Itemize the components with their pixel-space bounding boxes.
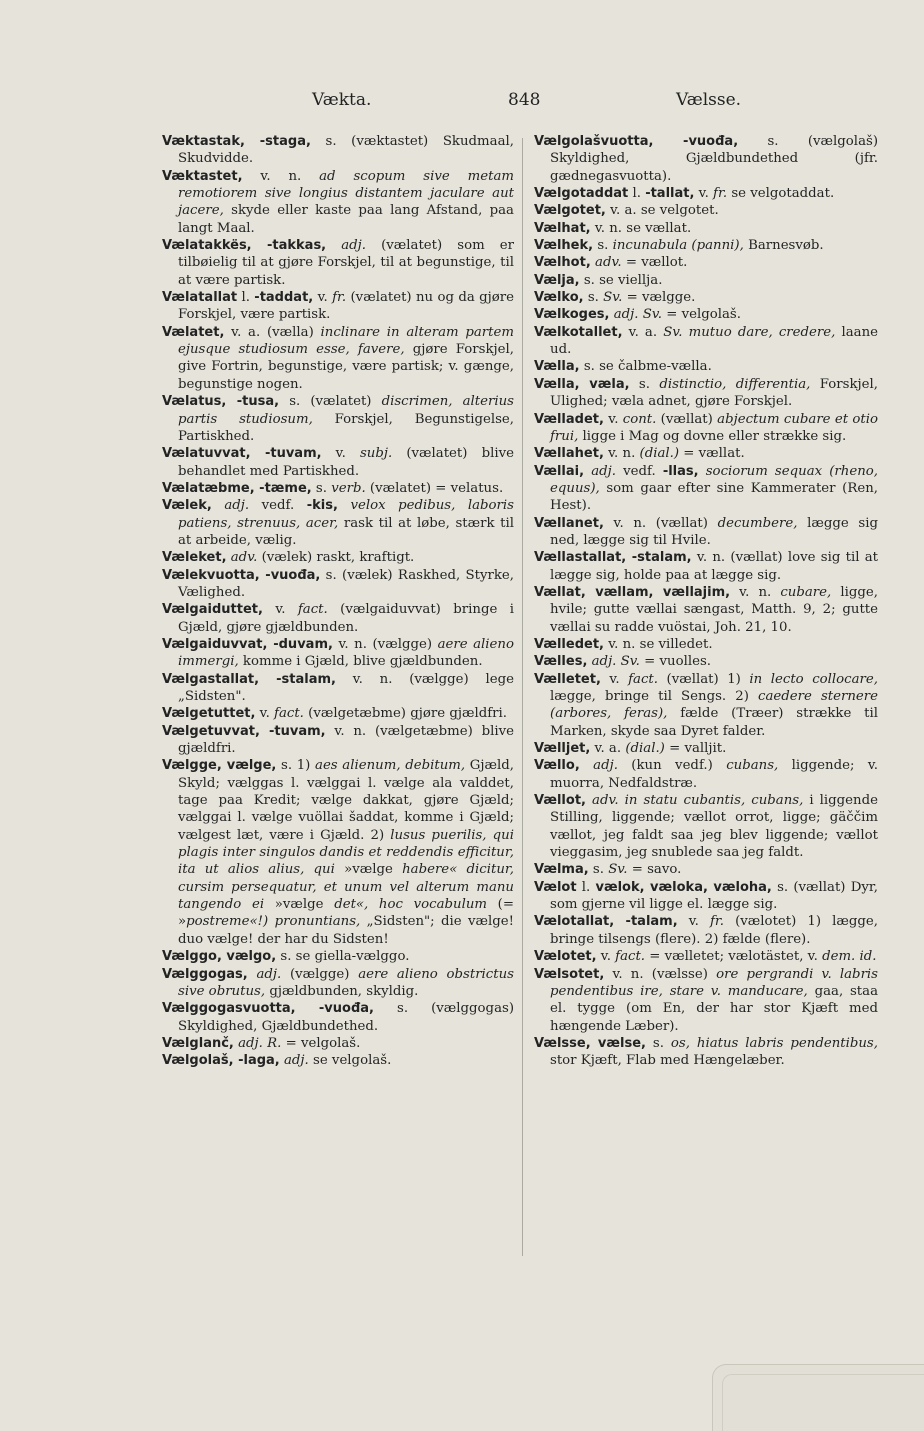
dictionary-entry <box>162 1000 514 1035</box>
entry-text: s. (vælggogas) Skyldighed, Gjældbundethed. <box>178 1001 515 1034</box>
entry-headword: Vælgetuvvat, -tuvam, <box>162 723 326 739</box>
entry-headword: Vælsotet, <box>534 966 605 982</box>
dictionary-entry <box>162 168 514 237</box>
entry-text: (vælatet) blive behandlet med Partiskhed. <box>178 446 514 479</box>
entry-text <box>212 498 225 513</box>
dictionary-entry <box>534 272 878 289</box>
entry-headword: Vælko, <box>534 290 584 306</box>
entry-text: s. (vælatet) <box>279 394 382 410</box>
dictionary-entry <box>534 515 878 550</box>
entry-text: s. (væktastet) Skudmaal, Skudvidde. <box>178 134 515 167</box>
latin-gloss: adj. <box>591 463 616 479</box>
latin-gloss: fr. <box>709 914 725 930</box>
entry-text: v. n. (vælsse) <box>604 966 717 982</box>
entry-text: vedf. <box>249 498 307 514</box>
entry-headword: Vælgolašvuotta, -vuođa, <box>534 134 739 149</box>
entry-text: komme i Gjæld, blive gjældbunden. <box>238 654 483 670</box>
entry-text: ligge i Mag og dovne eller strække sig. <box>578 428 847 444</box>
dictionary-entry <box>534 133 878 185</box>
dictionary-entry <box>162 289 514 324</box>
entry-text: »vælge <box>264 897 335 913</box>
latin-gloss: cont. <box>622 411 657 427</box>
entry-headword: Vælotet, <box>534 949 597 965</box>
entry-text: -taddat, <box>254 290 314 306</box>
entry-headword: Vælatakkës, -takkas, <box>162 238 327 254</box>
latin-gloss: aere alieno obstrictus sive obrutus, <box>178 966 514 999</box>
entry-headword: Vællot, <box>534 793 586 809</box>
dictionary-entry <box>162 237 514 289</box>
entry-headword: Vælles, <box>534 654 588 670</box>
entry-headword: Vælatallat <box>162 290 238 306</box>
entry-text: Forskjel, Ulighed; væla adnet, gjøre Forskjel. <box>550 376 878 410</box>
latin-gloss: verb. <box>331 480 366 496</box>
latin-gloss: aes alienum, debitum, <box>315 758 466 774</box>
dictionary-entry <box>534 879 878 914</box>
entry-text: v. n. (vælgge) <box>332 636 438 652</box>
entry-headword: Vællanet, <box>534 515 604 531</box>
dictionary-entry <box>162 757 514 948</box>
entry-headword: Vælgaiduttet, <box>162 602 263 618</box>
entry-headword: Vællat, vællam, vællajim, <box>534 584 731 600</box>
dictionary-entry <box>534 220 878 237</box>
entry-headword: Vælgotaddat <box>534 186 629 202</box>
entry-headword: Væleket, <box>162 550 227 566</box>
entry-headword: Vælgaiduvvat, -duvam, <box>162 636 333 652</box>
latin-gloss: det«, hoc vocabulum <box>334 897 488 913</box>
entry-headword: Vælgge, vælge, <box>162 758 277 774</box>
latin-gloss: subj. <box>359 446 393 462</box>
entry-text: s. (vællat) Dyr, som gjerne vil ligge el. lægge sig. <box>550 879 878 913</box>
latin-gloss: adj. Sv. <box>591 654 640 670</box>
entry-text: gjøre Forskjel, give Fortrin, begunstige, være partisk; v. gænge, begunstige nogen. <box>178 342 514 392</box>
entry-text: fælde (Træer) strække til Marken, skyde saa Dyret falder. <box>550 706 878 739</box>
entry-text: = velgolaš. <box>662 307 741 323</box>
dictionary-entry <box>534 376 878 411</box>
latin-gloss: postreme«!) pronuntians, <box>186 914 361 930</box>
entry-text: lægge, bringe til Sengs. 2) <box>550 689 758 704</box>
latin-gloss: fact. <box>615 949 646 965</box>
latin-gloss: decumbere, <box>717 515 798 531</box>
entry-headword: Vælletet, <box>534 671 601 687</box>
dictionary-entry <box>162 948 514 965</box>
entry-text: -tallat, <box>645 186 695 202</box>
entry-headword: Vællastallat, -stalam, <box>534 550 692 566</box>
latin-gloss: os, hiatus labris pendentibus, <box>670 1035 878 1051</box>
entry-text: »vælge <box>334 862 403 878</box>
latin-gloss: Sv. <box>608 862 628 878</box>
entry-text: l. <box>628 186 646 202</box>
entry-headword: Vælggogasvuotta, -vuođa, <box>162 1001 374 1017</box>
entry-text: v. n. se villedet. <box>603 636 713 652</box>
left-column <box>162 133 514 1070</box>
latin-gloss: lusus puerilis, qui plagis inter singulos dandis et reddendis efficitur, ita ut alios alius, qui <box>178 827 514 878</box>
entry-text: v. <box>694 186 714 202</box>
latin-gloss: adj. <box>224 498 250 514</box>
header-first-word: Vækta. <box>312 90 372 110</box>
entry-text: s. <box>629 376 660 392</box>
dictionary-entry <box>162 1052 514 1069</box>
entry-text: s. se viellja. <box>579 272 663 288</box>
entry-text <box>580 758 593 773</box>
entry-text: s. <box>645 1035 671 1051</box>
entry-text: Barnesvøb. <box>743 238 824 254</box>
entry-headword: Vælhek, <box>534 238 594 254</box>
dictionary-entry <box>162 567 514 602</box>
latin-gloss: fact. <box>628 671 658 687</box>
entry-headword: Vælgotet, <box>534 203 606 219</box>
entry-text: lægge sig ned, lægge sig til Hvile. <box>550 515 878 548</box>
entry-text: = vælgge. <box>622 290 696 306</box>
entry-text: = valljit. <box>664 741 727 757</box>
latin-gloss: aere alieno immergi, <box>178 636 514 670</box>
entry-headword: Vælek, <box>162 498 212 514</box>
latin-gloss: fact. <box>274 706 304 722</box>
entry-headword: Vælhat, <box>534 220 591 236</box>
entry-text: s. <box>311 480 332 496</box>
dictionary-entry <box>534 653 878 670</box>
dictionary-entry <box>534 757 878 792</box>
latin-gloss: inclinare in alteram partem ejusque studiosum esse, favere, <box>178 324 514 358</box>
entry-headword: Vælggo, vælgo, <box>162 949 277 965</box>
dictionary-entry <box>162 601 514 636</box>
right-column <box>534 133 878 1070</box>
entry-headword: Vælgetuttet, <box>162 706 256 722</box>
dictionary-entry <box>534 324 878 359</box>
entry-headword: Vælla, væla, <box>534 376 630 392</box>
entry-headword: Vælotallat, -talam, <box>534 914 678 930</box>
entry-headword: Vælja, <box>534 272 580 288</box>
dictionary-entry <box>162 324 514 393</box>
entry-text: -llas, <box>662 463 699 479</box>
dictionary-entry <box>534 671 878 740</box>
page-header <box>0 90 924 120</box>
dictionary-entry <box>534 913 878 948</box>
entry-text: (vælgetæbme) gjøre gjældfri. <box>303 706 507 722</box>
entry-headword: Vælledet, <box>534 636 604 652</box>
page-number: 848 <box>508 90 541 110</box>
entry-text: (vælatet) nu og da gjøre Forskjel, være partisk. <box>178 290 514 323</box>
entry-text: s. <box>583 290 604 306</box>
entry-headword: Vællahet, <box>534 446 604 462</box>
entry-headword: Vælgolaš, -laga, <box>162 1053 280 1069</box>
entry-text: (vælgaiduvvat) bringe i Gjæld, gjøre gjældbunden. <box>178 602 514 635</box>
latin-gloss: cubare, <box>780 584 832 600</box>
entry-headword: Vælggogas, <box>162 966 248 982</box>
entry-headword: Vælatæbme, -tæme, <box>162 480 312 496</box>
entry-text: (vælotet) 1) lægge, bringe tilsengs (flere). 2) fælde (flere). <box>550 914 878 947</box>
entry-headword: Vælekvuotta, -vuođa, <box>162 567 321 583</box>
entry-text: l. <box>237 290 255 306</box>
entry-text: -kis, <box>306 498 338 514</box>
dictionary-entry <box>534 636 878 653</box>
entry-text: v. a. (vælla) <box>224 324 321 340</box>
entry-headword: Vælglanč, <box>162 1035 234 1051</box>
entry-text: v. a. <box>622 324 664 340</box>
dictionary-entry <box>534 792 878 861</box>
entry-headword: Vællai, <box>534 463 585 479</box>
entry-text: v. n. <box>730 584 781 600</box>
latin-gloss: adv. <box>595 255 622 271</box>
entry-text <box>338 498 351 513</box>
dictionary-entry <box>162 497 514 549</box>
dictionary-entry <box>162 549 514 566</box>
dictionary-entry <box>162 1035 514 1052</box>
dictionary-entry <box>534 289 878 306</box>
latin-gloss: adv. <box>230 550 258 566</box>
entry-text: (vællat) <box>656 411 718 427</box>
entry-text: v. a. se velgotet. <box>605 203 719 219</box>
entry-text: v. <box>603 411 623 427</box>
entry-text: v. n. <box>242 168 320 184</box>
entry-text: s. <box>588 862 609 878</box>
entry-text: stor Kjæft, Flab med Hængelæber. <box>550 1053 785 1069</box>
dictionary-entry <box>534 358 878 375</box>
entry-text: (vællat) 1) <box>658 671 750 687</box>
entry-text: v. <box>255 706 275 722</box>
latin-gloss: abjectum cubare et otio frui, <box>550 411 878 444</box>
dictionary-entry <box>534 861 878 878</box>
dictionary-entry <box>534 1035 878 1070</box>
entry-text: = vælletet; vælotästet, v. <box>645 949 823 965</box>
entry-text: vælok, væloka, væloha, <box>595 879 772 895</box>
latin-gloss: Sv. mutuo dare, credere, <box>663 324 836 340</box>
dictionary-entry <box>162 705 514 722</box>
entry-text: se velgolaš. <box>308 1053 392 1069</box>
dictionary-entry <box>534 740 878 757</box>
latin-gloss: (dial.) <box>639 446 680 462</box>
latin-gloss: distinctio, differentia, <box>659 376 811 392</box>
entry-headword: Vælma, <box>534 862 589 878</box>
entry-text: Gjæld, Skyld; vælggas l. vælggai l. vælge ala valddet, tage paa Kredit; vælge dakkat, gjøre Gjæld; vælggai l. vælge vuöllai šaddat, komme i Gjæld; vælgest læt, være i Gjæld. 2) <box>178 758 514 843</box>
latin-gloss: sociorum sequax (rheno, equus), <box>550 463 879 496</box>
entry-headword: Vællo, <box>534 758 580 774</box>
dictionary-entry <box>534 306 878 323</box>
entry-text: l. <box>576 879 596 895</box>
dictionary-entry <box>162 636 514 671</box>
entry-text: som gaar efter sine Kammerater (Ren, Hest). <box>550 480 878 514</box>
dictionary-entry <box>162 133 514 168</box>
entry-text: i liggende Stilling, liggende; vællot orrot, ligge; gäččim vællot, jeg faldt saa jeg blev liggende; vællot vieggasim, jeg snublede saa jeg faldt. <box>550 793 878 861</box>
latin-gloss: Sv. <box>603 290 623 306</box>
entry-text: (vælek) raskt, kraftigt. <box>257 550 415 566</box>
dictionary-entry <box>162 723 514 758</box>
entry-text: v. n. se vællat. <box>590 220 692 236</box>
entry-text: rask til at løbe, stærk til at arbeide, vælig. <box>178 515 514 548</box>
dictionary-entry <box>534 254 878 271</box>
entry-headword: Vælkotallet, <box>534 324 623 340</box>
dictionary-entry <box>534 549 878 584</box>
dictionary-entry <box>534 463 878 515</box>
latin-gloss: cubans, <box>726 758 779 774</box>
entry-headword: Væktastet, <box>162 168 243 184</box>
dictionary-entry <box>534 237 878 254</box>
entry-text: s. (vælgolaš) Skyldighed, Gjældbundethed (jfr. gædnegasvuotta). <box>550 134 879 184</box>
entry-text: v. a. <box>590 741 626 757</box>
entry-headword: Vælladet, <box>534 411 604 427</box>
latin-gloss: adv. in statu cubantis, cubans, <box>592 793 804 809</box>
dictionary-entry <box>534 185 878 202</box>
latin-gloss: incunabula (panni), <box>612 238 744 254</box>
entry-text: laane ud. <box>550 324 879 358</box>
entry-headword: Vælljet, <box>534 741 591 757</box>
dictionary-entry <box>162 966 514 1001</box>
entry-text: gaa, staa el. tygge (om En, der har stor Kjæft med hængende Læber). <box>550 983 878 1034</box>
latin-gloss: adj. <box>256 966 282 982</box>
latin-gloss: velox pedibus, laboris patiens, strenuus, acer, <box>178 498 514 531</box>
entry-text: v. <box>321 446 360 462</box>
entry-headword: Vælatet, <box>162 324 225 340</box>
entry-text: „Sidsten"; die vælge! duo vælge! der har du Sidsten! <box>178 914 514 947</box>
latin-gloss: (dial.) <box>625 741 665 757</box>
entry-headword: Væktastak, -staga, <box>162 134 311 149</box>
entry-text <box>326 238 341 253</box>
entry-text: v. <box>313 290 333 306</box>
latin-gloss: habere« dicitur, cursim persequatur, et unum vel alterum manu tangendo ei <box>178 862 515 913</box>
dictionary-entry <box>534 411 878 446</box>
latin-gloss: adj. Sv. <box>613 307 662 323</box>
entry-text: (vælatet) som er tilbøielig til at gjøre Forskjel, til at begunstige, til at være partisk. <box>178 238 514 288</box>
entry-text: (kun vedf.) <box>617 758 727 774</box>
latin-gloss: fr. <box>713 186 728 202</box>
dictionary-entry <box>162 671 514 706</box>
dictionary-entry <box>534 966 878 1035</box>
entry-text: s. <box>593 238 613 254</box>
entry-text: v. <box>600 671 629 687</box>
dictionary-entry <box>534 584 878 636</box>
entry-text: (= » <box>178 897 515 930</box>
latin-gloss: fact. <box>297 602 328 618</box>
entry-headword: Vælgastallat, -stalam, <box>162 671 336 687</box>
entry-text: v. n. (vælgetæbme) blive gjældfri. <box>178 723 515 757</box>
entry-text: liggende; v. muorra, Nedfaldstræ. <box>550 758 878 791</box>
header-last-word: Vælsse. <box>676 90 742 110</box>
latin-gloss: fr. <box>332 290 347 306</box>
entry-text: = vællot. <box>621 255 688 271</box>
entry-text: = savo. <box>627 862 682 878</box>
entry-headword: Vælhot, <box>534 255 591 271</box>
entry-text: v. <box>262 602 298 618</box>
entry-text: v. n. <box>603 446 640 462</box>
entry-text: s. 1) <box>276 758 316 774</box>
entry-text <box>699 464 706 479</box>
entry-text: v. n. (vællat) <box>603 515 718 531</box>
entry-text: (vælatet) = velatus. <box>365 480 504 496</box>
dictionary-entry <box>162 480 514 497</box>
column-divider <box>522 138 523 1256</box>
entry-text: v. <box>677 914 710 930</box>
latin-gloss: caedere sternere (arbores, feras), <box>550 689 878 722</box>
entry-text: s. se giella-vælggo. <box>276 949 410 965</box>
dictionary-entry <box>534 202 878 219</box>
dictionary-entry <box>162 393 514 445</box>
latin-gloss: adj. <box>341 238 366 254</box>
entry-text: v. n. (vælgge) lege „Sidsten". <box>178 671 514 704</box>
entry-text: ligge, hvile; gutte vællai sængast, Matth. 9, 2; gutte vællai su radde vuöstai, Joh. 21, 10. <box>550 584 878 635</box>
latin-gloss: dem. id. <box>822 949 877 965</box>
dictionary-entry <box>162 445 514 480</box>
entry-text: = vællat. <box>679 446 745 462</box>
entry-text: s. (vælek) Raskhed, Styrke, Vælighed. <box>178 567 514 600</box>
latin-gloss: adj. R. <box>238 1035 282 1051</box>
entry-headword: Vælla, <box>534 359 580 375</box>
entry-headword: Vælkoges, <box>534 307 610 323</box>
entry-headword: Vælatuvvat, -tuvam, <box>162 446 322 462</box>
entry-text: Forskjel, Begunstigelse, Partiskhed. <box>178 411 515 444</box>
latin-gloss: in lecto collocare, <box>749 671 878 687</box>
entry-text: v. n. (vællat) love sig til at lægge sig, holde paa at lægge sig. <box>550 550 878 583</box>
entry-text: gjældbunden, skyldig. <box>265 983 419 999</box>
page-edge-tab-inner <box>722 1374 924 1431</box>
entry-text: = vuolles. <box>639 654 712 670</box>
entry-text: = velgolaš. <box>281 1035 361 1051</box>
entry-text: vedf. <box>616 463 663 479</box>
latin-gloss: adj. <box>593 758 618 774</box>
entry-text: se velgotaddat. <box>727 186 835 202</box>
latin-gloss: ad scopum sive metam remotiorem sive longius distantem jaculare aut jacere, <box>178 168 514 219</box>
entry-text: v. <box>596 949 616 965</box>
entry-text: (vælgge) <box>281 966 359 982</box>
latin-gloss: discrimen, alterius partis studiosum, <box>178 394 515 427</box>
latin-gloss: adj. <box>283 1053 309 1069</box>
dictionary-entry <box>534 445 878 462</box>
dictionary-entry <box>534 948 878 965</box>
entry-text: s. se čalbme-vælla. <box>579 359 712 375</box>
entry-headword: Vælsse, vælse, <box>534 1035 646 1051</box>
latin-gloss: ore pergrandi v. labris pendentibus ire, stare v. manducare, <box>550 966 878 999</box>
entry-headword: Vælatus, -tusa, <box>162 394 280 410</box>
entry-text: skyde eller kaste paa lang Afstand, paa langt Maal. <box>178 203 514 236</box>
entry-headword: Vælot <box>534 879 577 895</box>
